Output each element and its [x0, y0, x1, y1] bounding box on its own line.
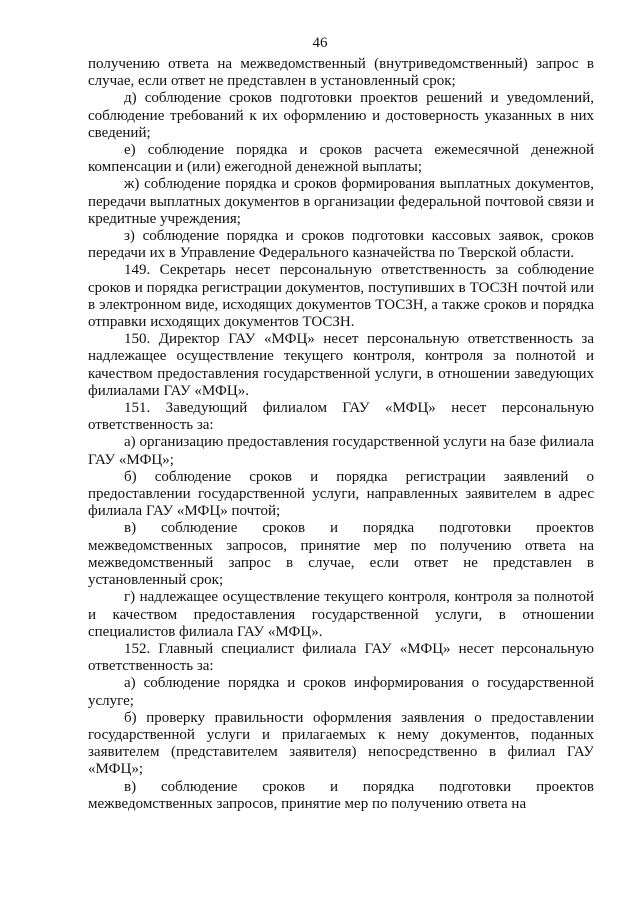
page-number: 46	[312, 35, 328, 51]
paragraph-continuation: получению ответа на межведомственный (внутриведомственный) запрос в случае, если ответ не представлен в установленный срок;	[88, 56, 594, 90]
paragraph-item-e: е) соблюдение порядка и сроков расчета ежемесячной денежной компенсации и (или) ежегодной денежной выплаты;	[88, 142, 594, 176]
paragraph-152-v: в) соблюдение сроков и порядка подготовки проектов межведомственных запросов, принятие мер по получению ответа на	[88, 778, 594, 812]
document-body	[88, 56, 594, 813]
paragraph-151-b: б) соблюдение сроков и порядка регистрации заявлений о предоставлении государственной услуги, направленных заявителем в адрес филиала ГАУ «МФЦ» почтой;	[88, 468, 594, 520]
paragraph-152-b: б) проверку правильности оформления заявления о предоставлении государственной услуги и прилагаемых к нему документов, поданных заявителем (представителем заявителя) непосредственно в филиал ГАУ «МФЦ»;	[88, 709, 594, 778]
paragraph-149: 149. Секретарь несет персональную ответственность за соблюдение сроков и порядка регистрации документов, поступивших в ТОСЗН почтой или в электронном виде, исходящих документов ТОСЗН, а также сроков и порядка отправки исходящих документов ТОСЗН.	[88, 262, 594, 331]
paragraph-151-g: г) надлежащее осуществление текущего контроля, контроля за полнотой и качеством предоставления государственной услуги, в отношении специалистов филиала ГАУ «МФЦ».	[88, 589, 594, 640]
paragraph-item-z: з) соблюдение порядка и сроков подготовки кассовых заявок, сроков передачи их в Управление Федерального казначейства по Тверской области.	[88, 228, 594, 262]
paragraph-151-a: а) организацию предоставления государственной услуги на базе филиала ГАУ «МФЦ»;	[88, 434, 594, 468]
paragraph-item-zh: ж) соблюдение порядка и сроков формирования выплатных документов, передачи выплатных документов в организации федеральной почтовой связи и кредитные учреждения;	[88, 176, 594, 227]
paragraph-150: 150. Директор ГАУ «МФЦ» несет персональную ответственность за надлежащее осуществление текущего контроля, контроля за полнотой и качеством предоставления государственной услуги, в отношении заведующих филиалами ГАУ «МФЦ».	[88, 331, 594, 399]
paragraph-151-v: в) соблюдение сроков и порядка подготовки проектов межведомственных запросов, принятие мер по получению ответа на межведомственный запрос в случае, если ответ не представлен в установленный срок;	[88, 520, 594, 589]
paragraph-151: 151. Заведующий филиалом ГАУ «МФЦ» несет персональную ответственность за:	[88, 400, 594, 434]
paragraph-152: 152. Главный специалист филиала ГАУ «МФЦ» несет персональную ответственность за:	[88, 640, 594, 675]
paragraph-152-a: а) соблюдение порядка и сроков информирования о государственной услуге;	[88, 675, 594, 709]
paragraph-item-d: д) соблюдение сроков подготовки проектов решений и уведомлений, соблюдение требований к их оформлению и достоверность указанных в них сведений;	[88, 90, 594, 141]
